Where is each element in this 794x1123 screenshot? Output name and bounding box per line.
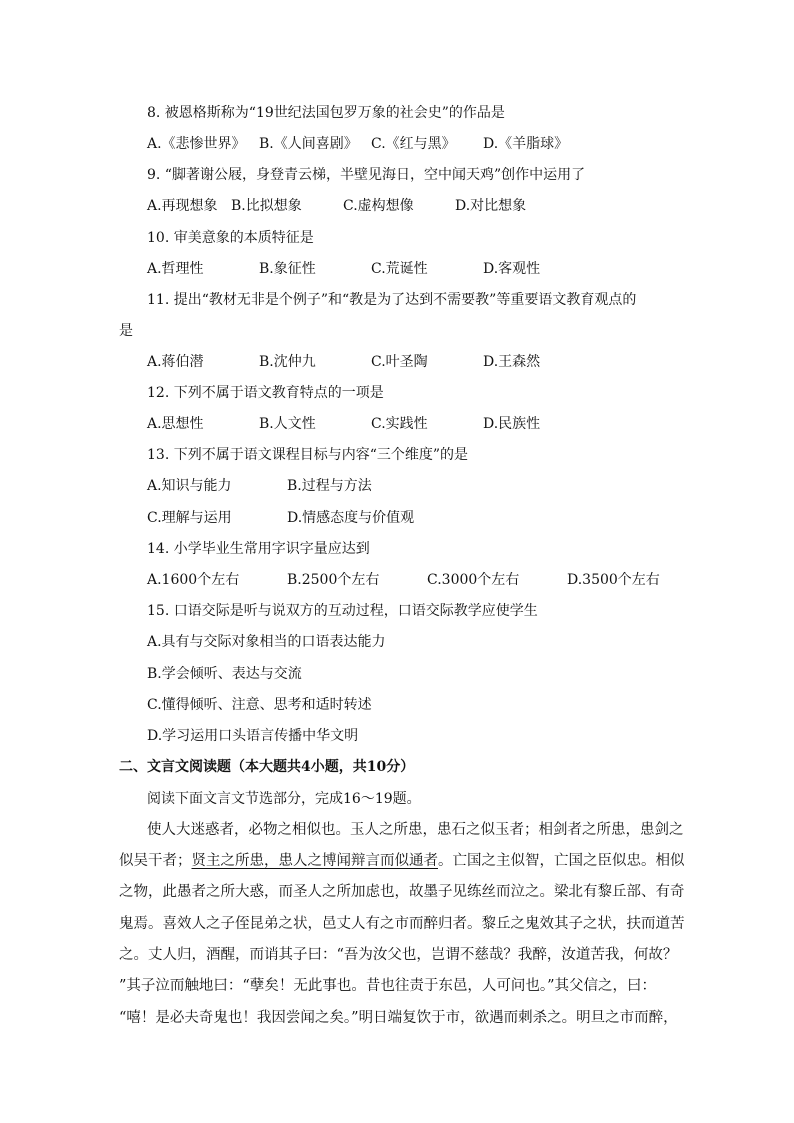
passage-text: 。亡国之主似智，亡国之臣似忠。相似 — [438, 853, 685, 869]
question-8: 8. 被恩格斯称为“19世纪法国包罗万象的社会史”的作品是 — [147, 105, 505, 121]
option-d: D.客观性 — [483, 261, 541, 277]
question-11: 11. 提出“教材无非是个例子”和“教是为了达到不需要教”等重要语文教育观点的 — [147, 292, 637, 308]
option-c: C.实践性 — [371, 416, 428, 432]
option-a: A.知识与能力 — [147, 478, 232, 494]
option-c: C.懂得倾听、注意、思考和适时转述 — [147, 697, 372, 713]
question-11-cont: 是 — [119, 323, 133, 339]
option-a: A.1600个左右 — [147, 572, 240, 588]
question-13: 13. 下列不属于语文课程目标与内容“三个维度”的是 — [147, 447, 469, 463]
option-c: C.《红与黑》 — [371, 136, 456, 152]
section-intro: 阅读下面文言文节选部分，完成16～19题。 — [147, 791, 421, 807]
option-c: C.叶圣陶 — [371, 354, 428, 370]
question-10: 10. 审美意象的本质特征是 — [147, 230, 314, 246]
option-b: B.过程与方法 — [287, 478, 372, 494]
option-b: B.比拟想象 — [231, 198, 302, 214]
option-c: C.荒诞性 — [371, 261, 428, 277]
section-heading: 二、文言文阅读题（本大题共4小题，共10分） — [119, 759, 415, 775]
option-d: D.3500个左右 — [567, 572, 660, 588]
question-12: 12. 下列不属于语文教育特点的一项是 — [147, 385, 384, 401]
option-a: A.思想性 — [147, 416, 204, 432]
option-d: D.《羊脂球》 — [483, 136, 569, 152]
option-a: A.《悲惨世界》 — [147, 136, 246, 152]
option-b: B.象征性 — [259, 261, 316, 277]
passage-line-7: “嘻！是必夫奇鬼也！我因尝闻之矣。”明日端复饮于市，欲遇而刺杀之。明旦之市而醉， — [119, 1010, 678, 1026]
option-b: B.学会倾听、表达与交流 — [147, 666, 302, 682]
passage-line-6: ”其子泣而触地曰：“孽矣！无此事也。昔也往责于东邑，人可问也。”其父信之，曰： — [119, 978, 656, 994]
question-9: 9. “脚著谢公屐，身登青云梯，半壁见海日，空中闻天鸡”创作中运用了 — [147, 167, 586, 183]
question-15: 15. 口语交际是听与说双方的互动过程，口语交际教学应使学生 — [147, 603, 538, 619]
question-14: 14. 小学毕业生常用字识字量应达到 — [147, 541, 370, 557]
option-b: B.沈仲九 — [259, 354, 316, 370]
passage-line-2 — [119, 851, 685, 871]
option-b: B.2500个左右 — [287, 572, 380, 588]
option-d: D.情感态度与价值观 — [287, 510, 415, 526]
option-d: D.对比想象 — [455, 198, 527, 214]
underlined-sentence: 贤主之所患，患人之博闻辩言而似通者 — [191, 853, 438, 869]
passage-line-1: 使人大迷惑者，必物之相似也。玉人之所患，患石之似玉者；相剑者之所患，患剑之 — [147, 822, 684, 838]
option-c: C.虚构想像 — [343, 198, 414, 214]
option-d: D.王森然 — [483, 354, 541, 370]
option-b: B.人文性 — [259, 416, 316, 432]
passage-line-3: 之物，此愚者之所大惑，而圣人之所加虑也，故墨子见练丝而泣之。梁北有黎丘部、有奇 — [119, 884, 685, 900]
passage-line-5: 之。丈人归，酒醒，而诮其子曰：“吾为汝父也，岂谓不慈哉？我醉，汝道苦我，何故？ — [119, 947, 678, 963]
option-a: A.蒋伯潜 — [147, 354, 204, 370]
passage-text: 似吴干者； — [119, 853, 192, 869]
passage-line-4: 鬼焉。喜效人之子侄昆弟之状，邑丈人有之市而醉归者。黎丘之鬼效其子之状，扶而道苦 — [119, 916, 685, 932]
option-a: A.哲理性 — [147, 261, 204, 277]
option-b: B.《人间喜剧》 — [259, 136, 358, 152]
option-a: A.具有与交际对象相当的口语表达能力 — [147, 634, 386, 650]
option-c: C.3000个左右 — [427, 572, 520, 588]
option-d: D.学习运用口头语言传播中华文明 — [147, 728, 359, 744]
option-d: D.民族性 — [483, 416, 541, 432]
option-a: A.再现想象 — [147, 198, 218, 214]
option-c: C.理解与运用 — [147, 510, 232, 526]
